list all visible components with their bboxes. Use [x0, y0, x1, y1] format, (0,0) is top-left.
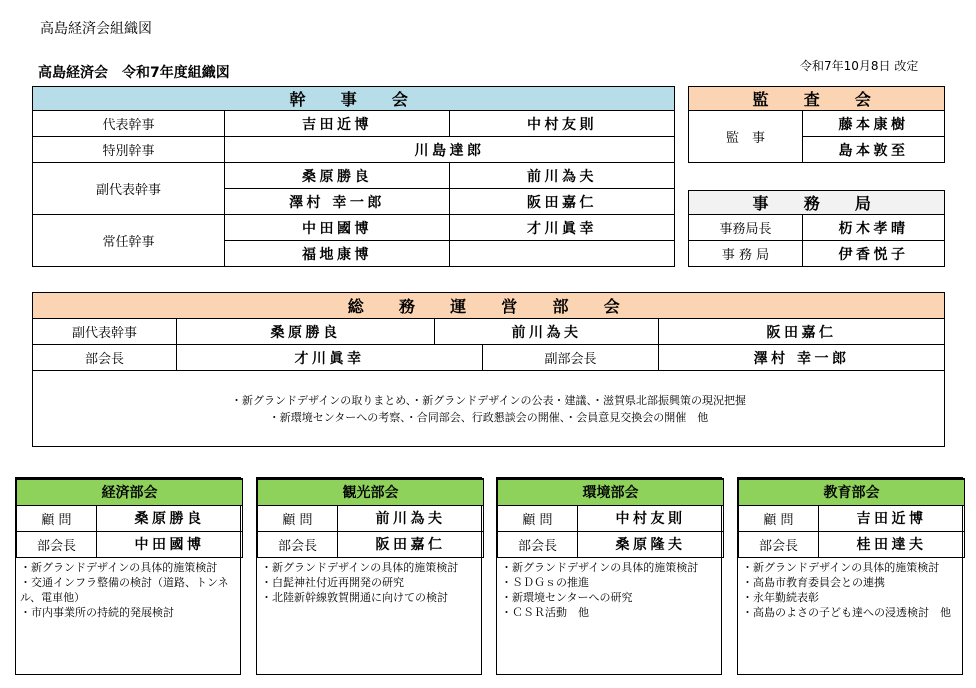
member-name: 阪田嘉仁 — [450, 189, 675, 215]
bukai-header: 経済部会 — [17, 479, 243, 505]
role-label: 代表幹事 — [33, 111, 225, 137]
member-name: 吉田近博 — [819, 505, 965, 531]
role-label: 部会長 — [498, 531, 578, 557]
role-label: 副代表幹事 — [33, 163, 225, 215]
page-title: 高島経済会組織図 — [40, 21, 152, 37]
member-name: 阪田嘉仁 — [659, 319, 945, 345]
bukai-header: 教育部会 — [739, 479, 965, 505]
member-name: 桑原勝良 — [177, 319, 435, 345]
role-label: 監 事 — [689, 111, 803, 163]
member-name: 澤村 幸一郎 — [225, 189, 450, 215]
list-item: ・市内事業所の持続的発展検討 — [20, 605, 174, 619]
description-line: ・新環境センターへの考察、・合同部会、行政懇談会の開催、・会員意見交換会の開催 他 — [268, 410, 709, 424]
kansa-header: 監 査 会 — [689, 87, 945, 111]
revision-date: 令和7年10月8日 改定 — [800, 59, 919, 73]
role-label: 事 務 局 — [689, 241, 803, 267]
member-name: 阪田嘉仁 — [338, 531, 484, 557]
list-item: ・高島のよさの子ども達への浸透検討 他 — [742, 605, 951, 619]
member-name: 前川為夫 — [450, 163, 675, 189]
list-item: ・永年勤続表彰 — [742, 590, 819, 604]
somu-header: 総 務 運 営 部 会 — [33, 293, 945, 319]
role-label: 常任幹事 — [33, 215, 225, 267]
bukai-kankyo — [496, 477, 722, 675]
list-item: ・新グランドデザインの具体的施策検討 — [501, 560, 699, 574]
role-label: 顧 問 — [498, 505, 578, 531]
kanji-table — [32, 86, 675, 267]
bukai-kanko — [256, 477, 482, 675]
member-name: 伊香悦子 — [803, 241, 945, 267]
description-line: ・新グランドデザインの取りまとめ、・新グランドデザインの公表・建議、・滋賀県北部振興策の現況把握 — [231, 393, 747, 407]
list-item: ・ＳＤＧｓの推進 — [501, 575, 589, 589]
bukai-item-list — [257, 558, 481, 607]
bukai-item-list — [16, 558, 240, 622]
bukai-keizai — [15, 477, 241, 675]
bukai-kyoiku — [737, 477, 963, 675]
list-item: ・新環境センターへの研究 — [501, 590, 633, 604]
somu-description — [33, 371, 945, 447]
role-label: 部会長 — [33, 345, 177, 371]
member-name: 中村友則 — [450, 111, 675, 137]
somu-table — [32, 292, 945, 447]
bukai-header: 環境部会 — [498, 479, 724, 505]
member-name: 中田國博 — [97, 531, 243, 557]
jimu-table — [688, 190, 945, 267]
role-label: 部会長 — [739, 531, 819, 557]
bukai-item-list — [497, 558, 721, 622]
list-item: ・北陸新幹線敦賀開通に向けての検討 — [261, 590, 448, 604]
member-name: 藤本康樹 — [803, 111, 945, 137]
role-label: 特別幹事 — [33, 137, 225, 163]
member-name: 吉田近博 — [225, 111, 450, 137]
list-item: ・新グランドデザインの具体的施策検討 — [742, 560, 940, 574]
document-title: 高島経済会 令和7年度組織図 — [38, 65, 230, 81]
list-item: ・新グランドデザインの具体的施策検討 — [261, 560, 459, 574]
member-name: 島本敦至 — [803, 137, 945, 163]
jimu-header: 事 務 局 — [689, 191, 945, 215]
list-item: ・ＣＳＲ活動 他 — [501, 605, 589, 619]
member-name: 桑原隆夫 — [578, 531, 724, 557]
role-label: 顧 問 — [739, 505, 819, 531]
role-label: 部会長 — [258, 531, 338, 557]
member-name: 福地康博 — [225, 241, 450, 267]
member-name: 杤木孝晴 — [803, 215, 945, 241]
list-item: ・高島市教育委員会との連携 — [742, 575, 885, 589]
empty-cell — [450, 241, 675, 267]
member-name: 前川為夫 — [435, 319, 659, 345]
member-name: 前川為夫 — [338, 505, 484, 531]
role-label: 事務局長 — [689, 215, 803, 241]
role-label: 副代表幹事 — [33, 319, 177, 345]
member-name: 才川眞幸 — [450, 215, 675, 241]
member-name: 桂田達夫 — [819, 531, 965, 557]
list-item: ・新グランドデザインの具体的施策検討 — [20, 560, 218, 574]
kansa-table — [688, 86, 945, 163]
role-label: 顧 問 — [17, 505, 97, 531]
member-name: 中村友則 — [578, 505, 724, 531]
list-item: ・交通インフラ整備の検討（道路、トンネル、電車他） — [20, 575, 229, 604]
role-label: 顧 問 — [258, 505, 338, 531]
member-name: 澤村 幸一郎 — [659, 345, 945, 371]
role-label: 副部会長 — [483, 345, 659, 371]
kanji-header: 幹 事 会 — [33, 87, 675, 111]
member-name: 川島達郎 — [225, 137, 675, 163]
member-name: 中田國博 — [225, 215, 450, 241]
bukai-header: 観光部会 — [258, 479, 484, 505]
member-name: 桑原勝良 — [97, 505, 243, 531]
member-name: 才川眞幸 — [177, 345, 483, 371]
role-label: 部会長 — [17, 531, 97, 557]
member-name: 桑原勝良 — [225, 163, 450, 189]
list-item: ・白髭神社付近再開発の研究 — [261, 575, 404, 589]
bukai-item-list — [738, 558, 962, 622]
